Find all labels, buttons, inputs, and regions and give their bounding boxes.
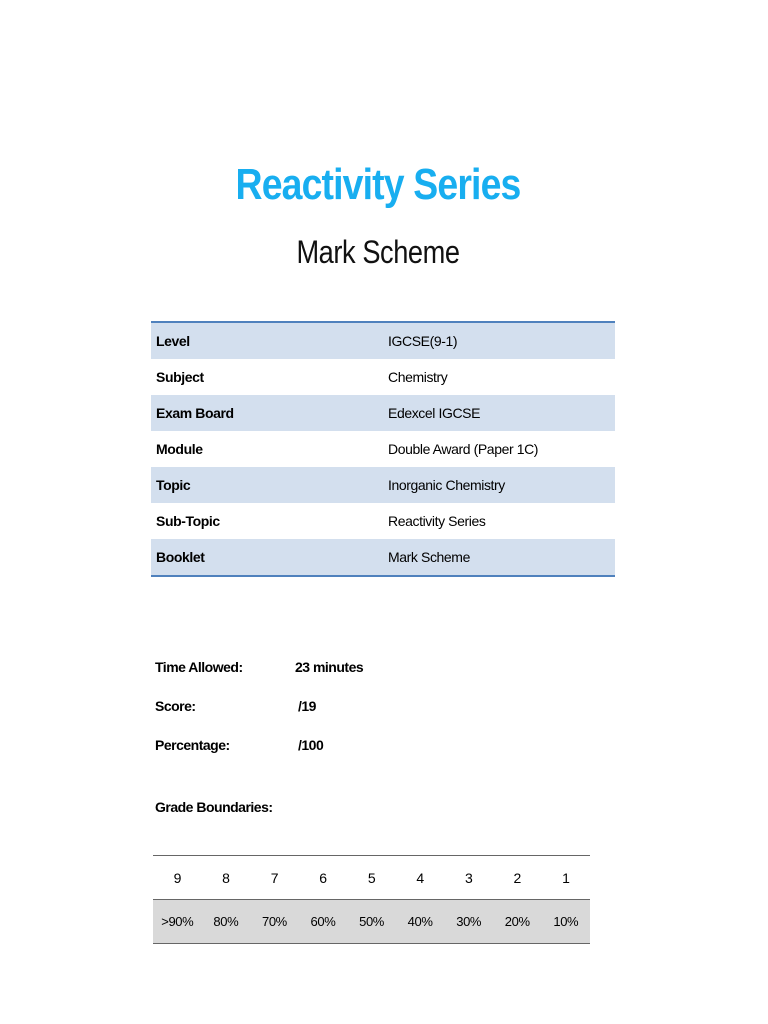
- grade-cell: 1: [562, 869, 570, 886]
- info-table: [151, 321, 615, 577]
- info-value: Reactivity Series: [388, 513, 486, 529]
- boundary-cell: 20%: [504, 914, 530, 929]
- info-row-booklet: [151, 539, 615, 575]
- info-row-subject: [151, 359, 615, 395]
- boundary-cell: 40%: [407, 914, 433, 929]
- grade-cell: 3: [464, 869, 473, 886]
- info-key: Subject: [156, 369, 204, 385]
- info-value: IGCSE(9-1): [388, 333, 458, 349]
- info-row-level: [151, 323, 615, 359]
- time-allowed-value: 23 minutes: [295, 659, 364, 675]
- boundary-cell: 60%: [310, 914, 336, 929]
- info-row-topic: [151, 467, 615, 503]
- boundary-cell: 10%: [553, 914, 579, 929]
- info-value: Mark Scheme: [388, 549, 470, 565]
- grade-cell: 4: [416, 869, 424, 886]
- grade-cell: 2: [513, 869, 521, 886]
- boundary-row: [153, 900, 590, 943]
- grade-cell: 6: [319, 869, 327, 886]
- document-title: Reactivity Series: [235, 160, 521, 209]
- boundary-cell: 30%: [456, 914, 482, 929]
- info-value: Double Award (Paper 1C): [388, 441, 539, 457]
- info-key: Sub-Topic: [156, 513, 220, 529]
- grade-boundaries-label: Grade Boundaries:: [155, 799, 273, 815]
- time-allowed-label: Time Allowed:: [155, 659, 243, 675]
- grade-cell: 8: [222, 869, 230, 886]
- info-row-sub-topic: [151, 503, 615, 539]
- info-value: Inorganic Chemistry: [388, 477, 505, 493]
- percentage-label: Percentage:: [155, 737, 230, 753]
- info-key: Level: [156, 333, 190, 349]
- info-row-module: [151, 431, 615, 467]
- info-key: Module: [156, 441, 203, 457]
- info-row-exam-board: [151, 395, 615, 431]
- info-value: Chemistry: [388, 369, 448, 385]
- boundary-cell: >90%: [161, 914, 194, 929]
- info-key: Exam Board: [156, 405, 234, 421]
- info-value: Edexcel IGCSE: [388, 405, 481, 421]
- grade-row: [153, 856, 590, 900]
- percentage-value: /100: [298, 737, 324, 753]
- grade-cell: 5: [367, 869, 376, 886]
- score-value: /19: [298, 698, 316, 714]
- score-label: Score:: [155, 698, 196, 714]
- info-key: Topic: [156, 477, 191, 493]
- info-key: Booklet: [156, 549, 205, 565]
- grade-cell: 7: [270, 869, 279, 886]
- document-subtitle: Mark Scheme: [296, 234, 460, 270]
- grade-cell: 9: [173, 869, 181, 886]
- boundary-cell: 50%: [359, 914, 384, 929]
- boundary-cell: 70%: [261, 914, 287, 929]
- boundary-cell: 80%: [213, 914, 239, 929]
- grade-boundaries-table: [153, 855, 590, 944]
